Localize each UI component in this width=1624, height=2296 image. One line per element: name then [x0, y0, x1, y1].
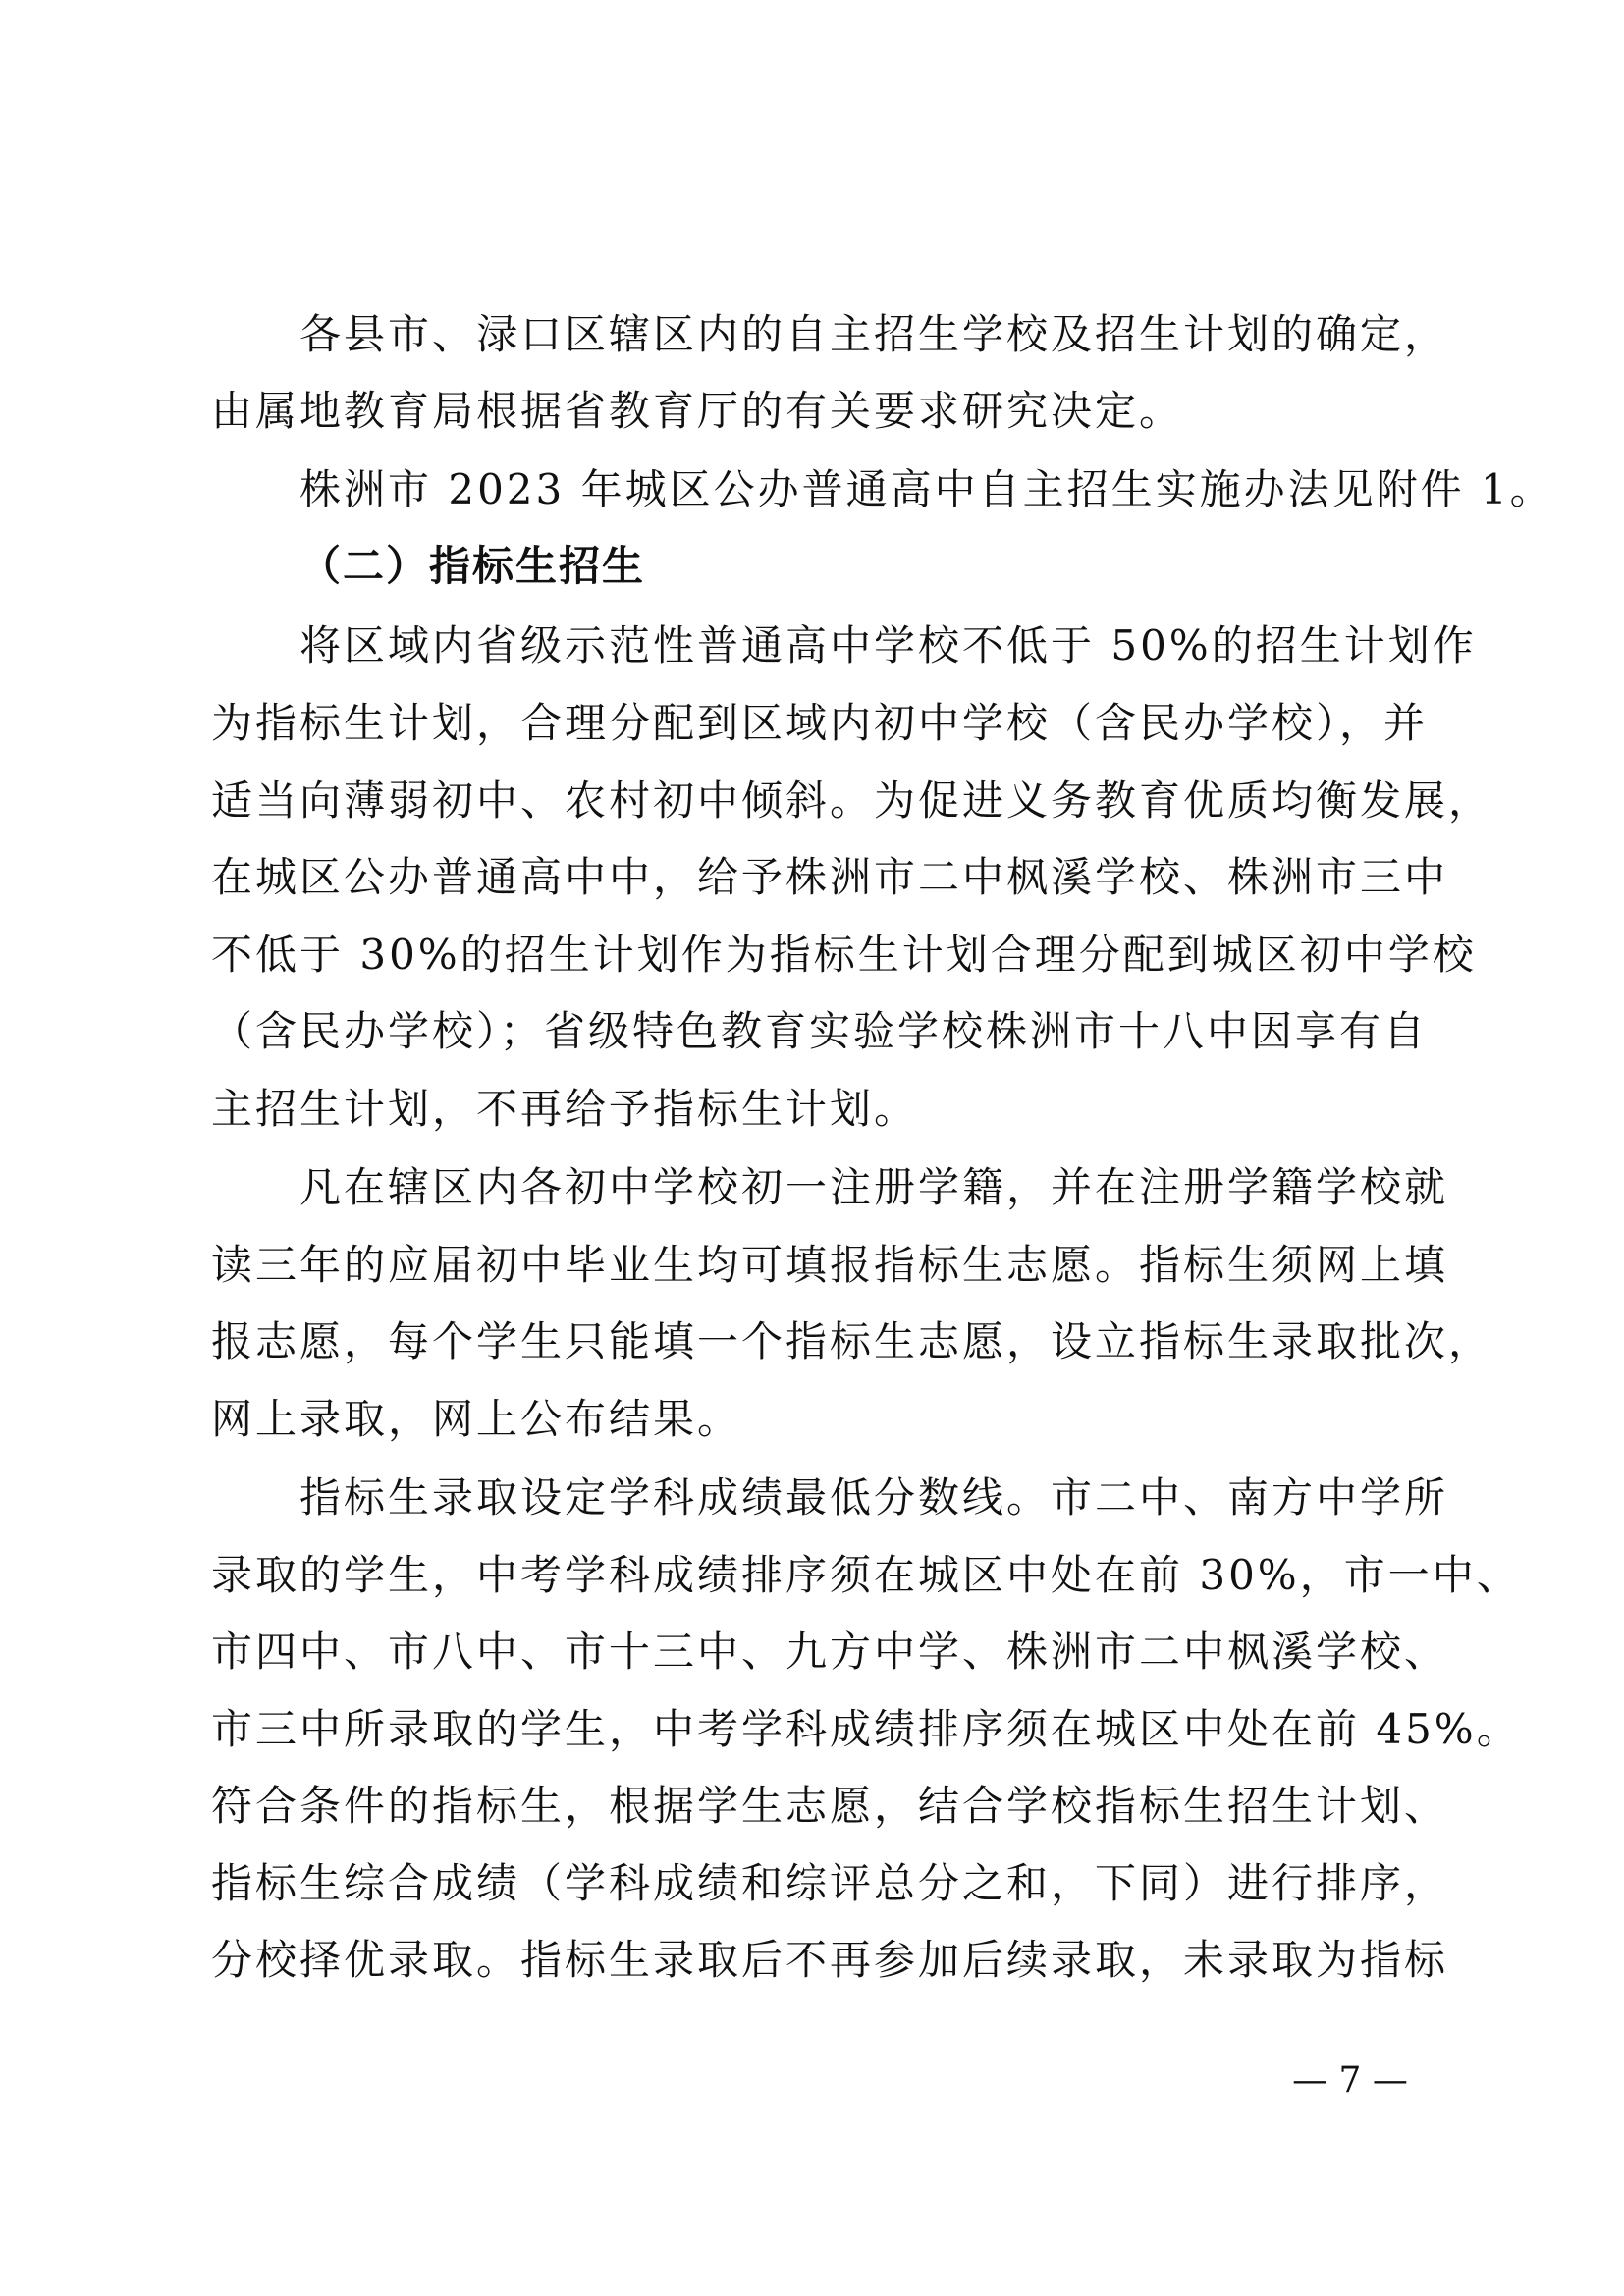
paragraph-line: 录取的学生，中考学科成绩排序须在城区中处在前 30%，市一中、 — [211, 1551, 1521, 1599]
paragraph-line: 指标生综合成绩（学科成绩和综评总分之和，下同）进行排序， — [211, 1859, 1449, 1907]
paragraph-line: （含民办学校）；省级特色教育实验学校株洲市十八中因享有自 — [211, 1007, 1429, 1055]
paragraph-line: 市四中、市八中、市十三中、九方中学、株洲市二中枫溪学校、 — [211, 1628, 1449, 1676]
paragraph-line: 指标生录取设定学科成绩最低分数线。市二中、南方中学所 — [299, 1473, 1449, 1522]
paragraph-line: 凡在辖区内各初中学校初一注册学籍，并在注册学籍学校就 — [299, 1163, 1449, 1211]
section-heading: （二）指标生招生 — [299, 542, 646, 590]
paragraph-line: 市三中所录取的学生，中考学科成绩排序须在城区中处在前 45%。 — [211, 1705, 1521, 1753]
paragraph-line: 报志愿，每个学生只能填一个指标生志愿，设立指标生录取批次， — [211, 1317, 1493, 1365]
paragraph-line: 株洲市 2023 年城区公办普通高中自主招生实施办法见附件 1。 — [299, 465, 1554, 513]
paragraph-line: 适当向薄弱初中、农村初中倾斜。为促进义务教育优质均衡发展， — [211, 776, 1493, 825]
paragraph-line: 分校择优录取。指标生录取后不再参加后续录取，未录取为指标 — [211, 1936, 1449, 1984]
paragraph-line: 在城区公办普通高中中，给予株洲市二中枫溪学校、株洲市三中 — [211, 853, 1449, 901]
paragraph-line: 符合条件的指标生，根据学生志愿，结合学校指标生招生计划、 — [211, 1782, 1449, 1830]
paragraph-line: 各县市、渌口区辖区内的自主招生学校及招生计划的确定， — [299, 310, 1449, 358]
paragraph-line: 网上录取，网上公布结果。 — [211, 1395, 742, 1443]
paragraph-line: 为指标生计划，合理分配到区域内初中学校（含民办学校），并 — [211, 699, 1429, 747]
paragraph-line: 主招生计划，不再给予指标生计划。 — [211, 1085, 919, 1133]
paragraph-line: 由属地教育局根据省教育厅的有关要求研究决定。 — [211, 387, 1184, 435]
paragraph-line: 不低于 30%的招生计划作为指标生计划合理分配到城区初中学校 — [211, 931, 1477, 979]
paragraph-line: 读三年的应届初中毕业生均可填报指标生志愿。指标生须网上填 — [211, 1241, 1449, 1289]
page-number: — 7 — — [1292, 2060, 1408, 2101]
paragraph-line: 将区域内省级示范性普通高中学校不低于 50%的招生计划作 — [299, 621, 1477, 669]
